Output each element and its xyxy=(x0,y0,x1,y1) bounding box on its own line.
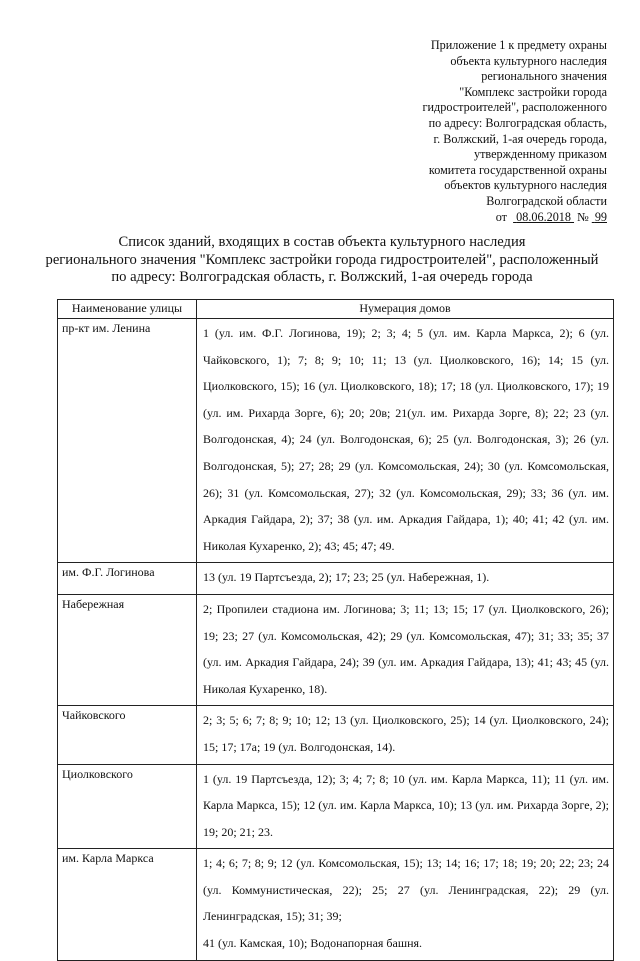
date-prefix: от xyxy=(495,209,507,224)
table-row xyxy=(58,764,614,849)
order-number: 99 xyxy=(594,209,607,224)
title-line-1: Список зданий, входящих в состав объекта культурного наследия xyxy=(118,234,526,250)
number-prefix: № xyxy=(577,209,589,224)
numbers-text-extra: 41 (ул. Камская, 10); Водонапорная башня. xyxy=(203,936,423,951)
order-date: 08.06.2018 xyxy=(516,209,571,224)
appendix-line: объектов культурного наследия xyxy=(444,178,607,193)
table-row xyxy=(58,319,614,563)
street-cell: Набережная xyxy=(58,594,197,705)
street-name-header: Наименование улицы xyxy=(58,300,197,319)
document-title xyxy=(28,234,616,287)
street-cell: Чайковского xyxy=(58,706,197,764)
table-row xyxy=(58,594,614,705)
street-cell: пр-кт им. Ленина xyxy=(58,319,197,563)
order-date-line xyxy=(380,210,607,226)
appendix-line: Приложение 1 к предмету охраны xyxy=(430,38,607,52)
appendix-line: Волгоградской области xyxy=(486,193,607,208)
table-row xyxy=(58,706,614,764)
appendix-line: "Комплекс застройки города xyxy=(459,84,607,99)
appendix-line: объекта культурного наследия xyxy=(450,53,607,68)
table-row xyxy=(58,563,614,595)
appendix-line: гидростроителей", расположенного xyxy=(422,100,607,115)
appendix-line: по адресу: Волгоградская область, xyxy=(428,115,607,130)
street-cell: Циолковского xyxy=(58,764,197,849)
numbers-text: 1; 4; 6; 7; 8; 9; 12 (ул. Комсомольская, 15); 13; 14; 16; 17; 18; 19; 20; 22; 23; 24 (ул. Коммунистическая, 22); 25; 27 (ул. Ленинградская, 22); 29 (ул. Ленинградская, 15); 31; 39; xyxy=(203,856,609,924)
title-line-3: по адресу: Волгоградская область, г. Волжский, 1-ая очередь города xyxy=(111,269,533,285)
appendix-header xyxy=(380,38,607,225)
numbers-cell: 2; Пропилеи стадиона им. Логинова; 3; 11; 13; 15; 17 (ул. Циолковского, 26); 19; 23; 27 (ул. Комсомольская, 42); 29 (ул. Комсомольская, 47); 31; 33; 35; 37 (ул. им. Аркадия Гайдара, 24); 39 (ул. им. Аркадия Гайдара, 13); 41; 43; 45 (ул. Николая Кухаренко, 18). xyxy=(197,594,614,705)
numbers-cell: 2; 3; 5; 6; 7; 8; 9; 10; 12; 13 (ул. Циолковского, 25); 14 (ул. Циолковского, 24); 15; 17; 17а; 19 (ул. Волгодонская, 14). xyxy=(197,706,614,764)
street-cell: им. Карла Маркса xyxy=(58,849,197,960)
table-row xyxy=(58,849,614,960)
table-header-row xyxy=(58,300,614,319)
street-cell: им. Ф.Г. Логинова xyxy=(58,563,197,595)
appendix-line: комитета государственной охраны xyxy=(428,162,607,177)
buildings-table xyxy=(57,299,614,961)
house-numbers-header: Нумерация домов xyxy=(197,300,614,319)
title-line-2: регионального значения "Комплекс застройки города гидростроителей", расположенный xyxy=(45,251,599,268)
appendix-line: регионального значения xyxy=(481,69,607,84)
appendix-line: г. Волжский, 1-ая очередь города, xyxy=(433,131,607,146)
numbers-cell: 1 (ул. 19 Партсъезда, 12); 3; 4; 7; 8; 10 (ул. им. Карла Маркса, 11); 11 (ул. им. Карла Маркса, 15); 12 (ул. им. Карла Маркса, 10); 13 (ул. им. Рихарда Зорге, 2); 19; 20; 21; 23. xyxy=(197,764,614,849)
numbers-cell: 13 (ул. 19 Партсъезда, 2); 17; 23; 25 (ул. Набережная, 1). xyxy=(197,563,614,595)
numbers-cell xyxy=(197,849,614,960)
appendix-line: утвержденному приказом xyxy=(474,147,607,162)
numbers-cell: 1 (ул. им. Ф.Г. Логинова, 19); 2; 3; 4; 5 (ул. им. Карла Маркса, 2); 6 (ул. Чайковского, 1); 7; 8; 9; 10; 11; 13 (ул. Циолковского, 16); 14; 15 (ул. Циолковского, 15); 16 (ул. Циолковского, 18); 17; 18 (ул. Циолковского, 17); 19 (ул. им. Рихарда Зорге, 6); 20; 20в; 21(ул. им. Рихарда Зорге, 8); 22; 23 (ул. Волгодонская, 4); 24 (ул. Волгодонская, 6); 25 (ул. Волгодонская, 3); 26 (ул. Волгодонская, 5); 27; 28; 29 (ул. Комсомольская, 24); 30 (ул. Комсомольская, 26); 31 (ул. Комсомольская, 27); 32 (ул. Комсомольская, 29); 33; 36 (ул. им. Аркадия Гайдара, 2); 37; 38 (ул. им. Аркадия Гайдара, 1); 40; 41; 42 (ул. им. Николая Кухаренко, 2); 43; 45; 47; 49. xyxy=(197,319,614,563)
